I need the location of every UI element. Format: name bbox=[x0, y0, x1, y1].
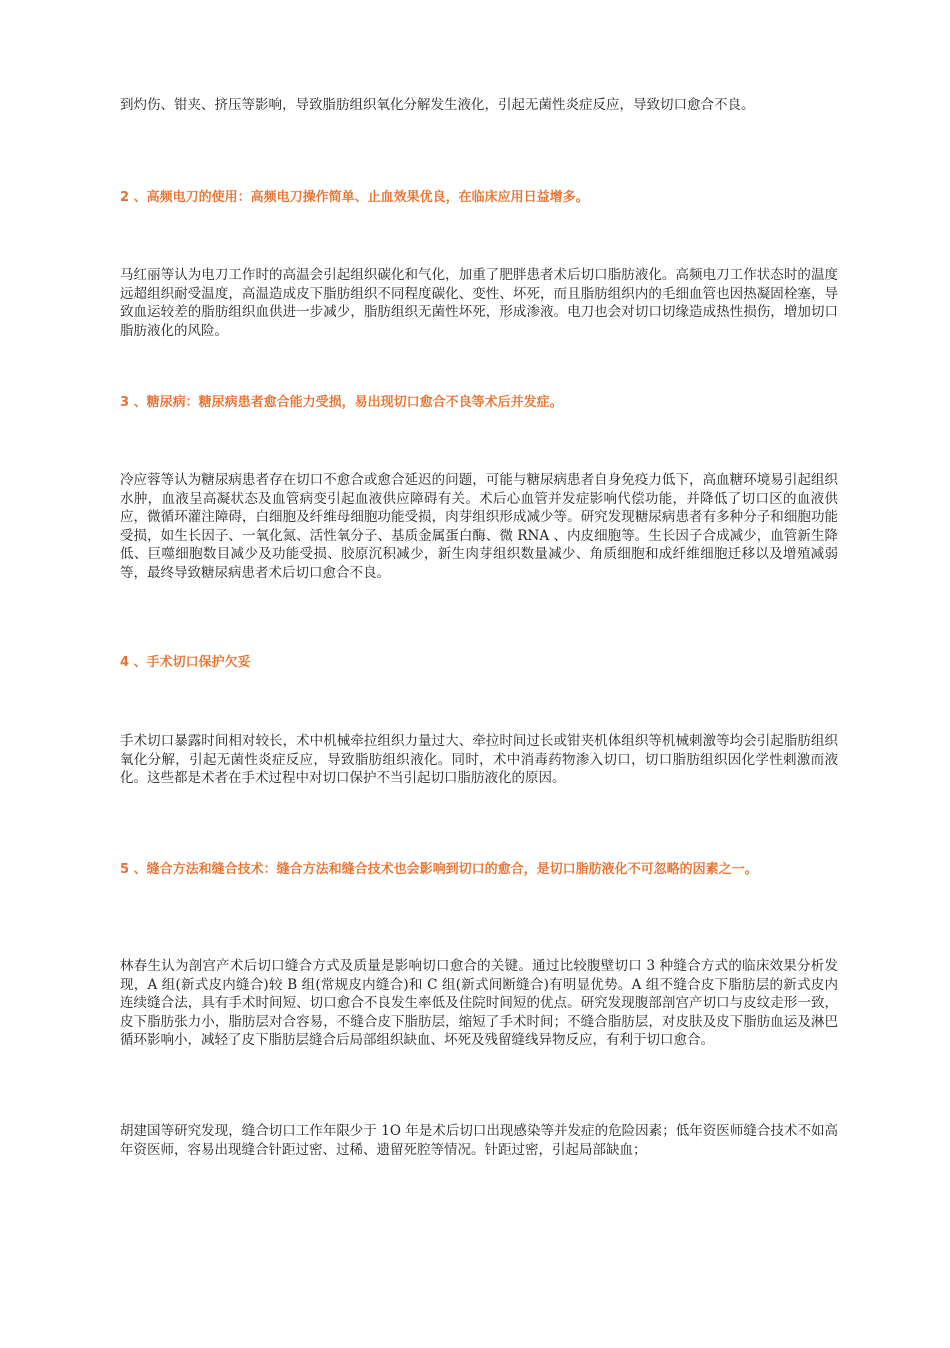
heading-diabetes: 3 、糖尿病：糖尿病患者愈合能力受损，易出现切口愈合不良等术后并发症。 bbox=[120, 395, 563, 410]
heading-electrosurgical-knife: 2 、高频电刀的使用：高频电刀操作简单、止血效果优良，在临床应用日益增多。 bbox=[120, 190, 589, 205]
paragraph-fat-liquefaction-cause: 到灼伤、钳夹、挤压等影响，导致脂肪组织氧化分解发生液化，引起无菌性炎症反应，导致切口愈合不良。 bbox=[120, 97, 755, 113]
paragraph-incision-protection: 手术切口暴露时间相对较长，术中机械牵拉组织力量过大、牵拉时间过长或钳夹机体组织等机械刺激等均会引起脂肪组织氧化分解，引起无菌性炎症反应，导致脂肪组织液化。同时，术中消毒药物渗入切口，切口脂肪组织因化学性刺激而液化。这些都是术者在手术过程中对切口保护不当引起切口脂肪液化的原因。 bbox=[120, 733, 838, 786]
paragraph-electrosurgical-knife: 马红丽等认为电刀工作时的高温会引起组织碳化和气化，加重了肥胖患者术后切口脂肪液化。高频电刀工作状态时的温度远超组织耐受温度，高温造成皮下脂肪组织不同程度碳化、变性、坏死，而且脂肪组织内的毛细血管也因热凝固栓塞，导致血运较差的脂肪组织血供进一步减少，脂肪组织无菌性坏死，形成渗液。电刀也会对切口切缘造成热性损伤，增加切口脂肪液化的风险。 bbox=[120, 267, 838, 339]
paragraph-suture-method: 林春生认为剖宫产术后切口缝合方式及质量是影响切口愈合的关键。通过比较腹壁切口 3 种缝合方式的临床效果分析发现，A 组(新式皮内缝合)较 B 组(常规皮内缝合)和 C 组(新式间断缝合)有明显优势。A 组不缝合皮下脂肪层的新式皮内连续缝合法，具有手术时间短、切口愈合不良发生率低及住院时间短的优点。研究发现腹部剖宫产切口与皮纹走形一致，皮下脂肪张力小，脂肪层对合容易，不缝合皮下脂肪层，缩短了手术时间；不缝合脂肪层，对皮肤及皮下脂肪血运及淋巴循环影响小，减轻了皮下脂肪层缝合后局部组织缺血、坏死及残留缝线异物反应，有利于切口愈合。 bbox=[120, 958, 838, 1048]
heading-incision-protection: 4 、手术切口保护欠妥 bbox=[120, 655, 251, 670]
heading-suture-method: 5 、缝合方法和缝合技术：缝合方法和缝合技术也会影响到切口的愈合，是切口脂肪液化不可忽略的因素之一。 bbox=[120, 862, 758, 877]
paragraph-diabetes: 冷应蓉等认为糖尿病患者存在切口不愈合或愈合延迟的问题，可能与糖尿病患者自身免疫力低下，高血糖环境易引起组织水肿，血液呈高凝状态及血管病变引起血液供应障碍有关。术后心血管并发症影响代偿功能，并降低了切口区的血液供应，微循环灌注障碍，白细胞及纤维母细胞功能受损，肉芽组织形成减少等。研究发现糖尿病患者有多种分子和细胞功能受损，如生长因子、一氧化氮、活性氧分子、基质金属蛋白酶、微 RNA 、内皮细胞等。生长因子合成减少，血管新生降低、巨噬细胞数目减少及功能受损、胶原沉积减少，新生肉芽组织数量减少、角质细胞和成纤维细胞迁移以及增殖减弱等，最终导致糖尿病患者术后切口愈合不良。 bbox=[120, 472, 838, 581]
paragraph-suture-experience: 胡建国等研究发现，缝合切口工作年限少于 1O 年是术后切口出现感染等并发症的危险因素；低年资医师缝合技术不如高年资医师，容易出现缝合针距过密、过稀、遗留死腔等情况。针距过密，引起局部缺血； bbox=[120, 1123, 838, 1158]
